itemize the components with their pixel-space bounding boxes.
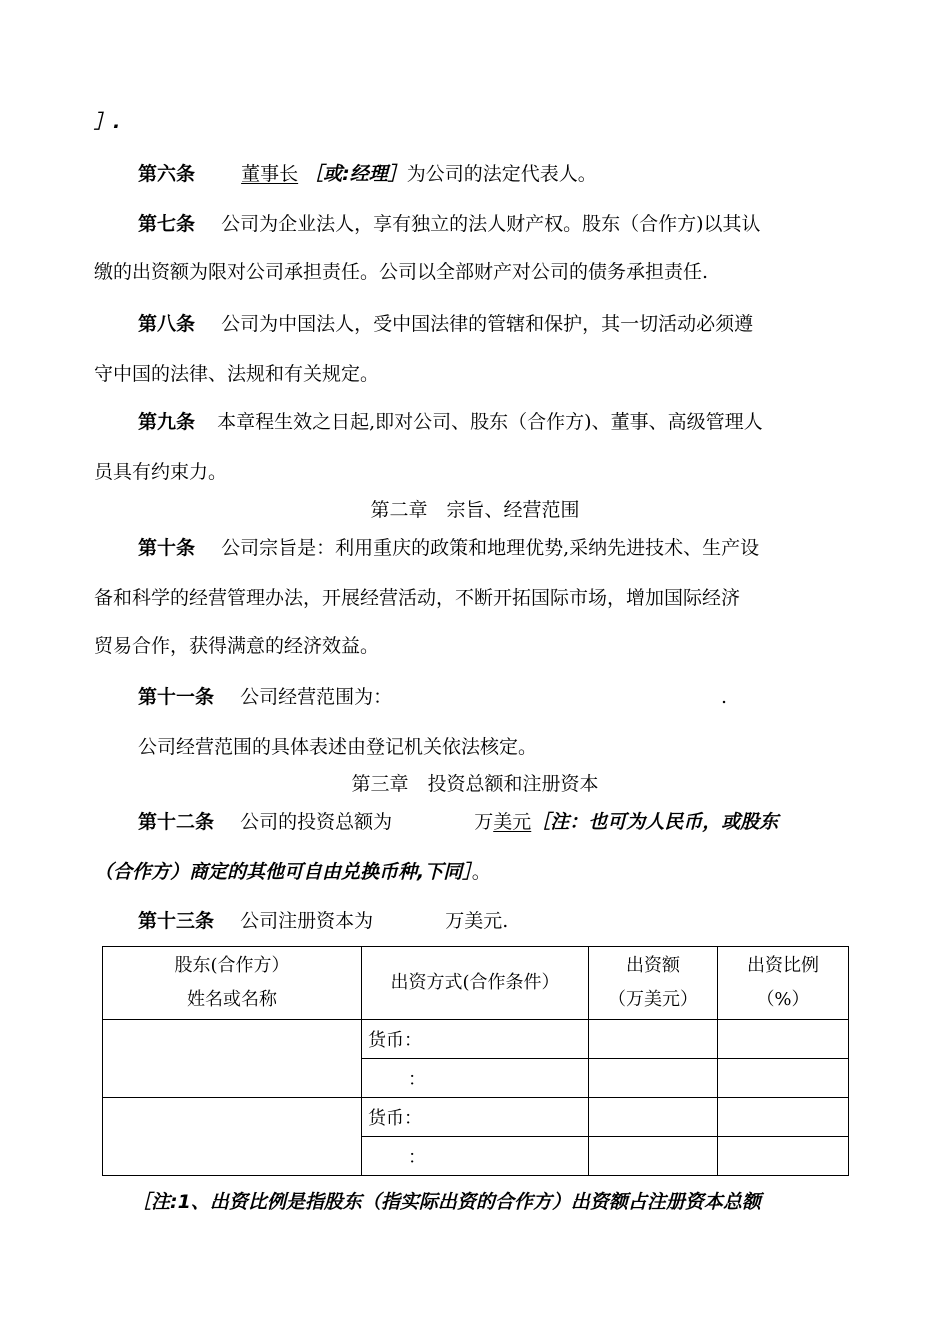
header-shareholder-line-2: 姓名或名称	[187, 989, 277, 1010]
footnote-text: ［注:1、出资比例是指股东（指实际出资的合作方）出资额占注册资本总额	[132, 1191, 761, 1213]
article-10-text-1: 公司宗旨是：利用重庆的政策和地理优势,采纳先进技术、生产设	[221, 537, 760, 559]
footnote	[132, 1190, 858, 1214]
article-7-line-1	[94, 212, 858, 236]
article-10-line-2	[94, 586, 858, 610]
header-ratio-line-1: 出资比例	[747, 955, 819, 976]
ratio-cell[interactable]	[718, 1098, 849, 1137]
article-11-line-2	[94, 735, 858, 759]
table-row	[103, 1098, 849, 1137]
article-9-text-1: 本章程生效之日起,即对公司、股东（合作方)、董事、高级管理人	[217, 411, 763, 433]
article-9-line-2	[94, 460, 858, 484]
amount-cell[interactable]	[589, 1059, 718, 1098]
amount-cell[interactable]	[589, 1020, 718, 1059]
header-amount	[589, 947, 718, 1020]
table-header-row	[103, 947, 849, 1020]
article-11-text: 公司经营范围为：	[240, 686, 393, 708]
article-10-text-3: 贸易合作，获得满意的经济效益。	[94, 635, 380, 657]
table-row	[103, 1020, 849, 1059]
article-13-text: 公司注册资本为	[240, 910, 374, 932]
article-8-label: 第八条	[138, 313, 196, 335]
article-6-rest: 为公司的法定代表人。	[406, 163, 597, 185]
article-11-text-2: 公司经营范围的具体表述由登记机关依法核定。	[138, 736, 538, 758]
article-13	[94, 909, 858, 933]
amount-cell[interactable]	[589, 1137, 718, 1176]
ratio-cell[interactable]	[718, 1137, 849, 1176]
capital-contribution-table	[102, 946, 849, 1176]
header-shareholder-line-1: 股东(合作方）	[174, 955, 290, 976]
article-7-line-2	[94, 260, 858, 284]
article-6	[94, 162, 858, 186]
fragment-text: ］.	[94, 111, 121, 133]
article-11-end: .	[721, 686, 728, 708]
chapter-2-heading: 第二章 宗旨、经营范围	[370, 499, 580, 521]
header-shareholder	[103, 947, 362, 1020]
header-ratio-line-2: （%）	[756, 989, 810, 1010]
article-9-text-2: 员具有约束力。	[94, 461, 228, 483]
article-7-label: 第七条	[138, 213, 196, 235]
article-13-label: 第十三条	[138, 910, 215, 932]
article-12-line-1	[94, 810, 858, 834]
shareholder-name-cell[interactable]	[103, 1098, 362, 1176]
header-ratio	[718, 947, 849, 1020]
header-amount-line-2: （万美元）	[608, 989, 698, 1010]
fragment-line	[94, 110, 858, 134]
header-method: 出资方式(合作条件）	[362, 947, 589, 1020]
article-7-text-1: 公司为企业法人，享有独立的法人财产权。股东（合作方)以其认	[221, 213, 761, 235]
article-12-unit: 美元	[493, 811, 532, 833]
article-8-text-1: 公司为中国法人，受中国法律的管辖和保护，其一切活动必须遵	[221, 313, 754, 335]
article-6-note: ［或:经理］	[304, 163, 407, 185]
article-9-line-1	[94, 410, 858, 434]
article-11-label: 第十一条	[138, 686, 215, 708]
chapter-3-heading: 第三章 投资总额和注册资本	[351, 773, 599, 795]
amount-cell[interactable]	[589, 1098, 718, 1137]
article-12-note-1: ［注：也可为人民币，或股东	[531, 811, 779, 833]
article-7-text-2: 缴的出资额为限对公司承担责任。公司以全部财产对公司的债务承担责任.	[94, 261, 709, 283]
article-11	[94, 685, 858, 709]
article-12-label: 第十二条	[138, 811, 215, 833]
shareholder-name-cell[interactable]	[103, 1020, 362, 1098]
method-cell[interactable]: 货币：	[362, 1020, 589, 1059]
article-9-label: 第九条	[138, 411, 196, 433]
article-10-line-1	[94, 536, 858, 560]
header-amount-line-1: 出资额	[626, 955, 680, 976]
article-12-unit-prefix: 万	[474, 811, 494, 833]
ratio-cell[interactable]	[718, 1059, 849, 1098]
article-10-label: 第十条	[138, 537, 196, 559]
method-cell[interactable]: ：	[362, 1059, 589, 1098]
article-10-text-2: 备和科学的经营管理办法，开展经营活动，不断开拓国际市场，增加国际经济	[94, 587, 741, 609]
article-12-end: 。	[471, 861, 491, 883]
article-12-text: 公司的投资总额为	[240, 811, 393, 833]
article-8-line-1	[94, 312, 858, 336]
article-6-label: 第六条	[138, 163, 196, 185]
article-6-post: 董事长	[241, 163, 299, 185]
article-12-line-2	[94, 860, 858, 884]
article-8-line-2	[94, 362, 858, 386]
method-cell[interactable]: ：	[362, 1137, 589, 1176]
method-cell[interactable]: 货币：	[362, 1098, 589, 1137]
article-10-line-3	[94, 634, 858, 658]
article-13-unit: 万美元.	[445, 910, 509, 932]
article-12-note-2: （合作方）商定的其他可自由兑换币种,下同］	[94, 861, 472, 883]
ratio-cell[interactable]	[718, 1020, 849, 1059]
article-8-text-2: 守中国的法律、法规和有关规定。	[94, 363, 380, 385]
